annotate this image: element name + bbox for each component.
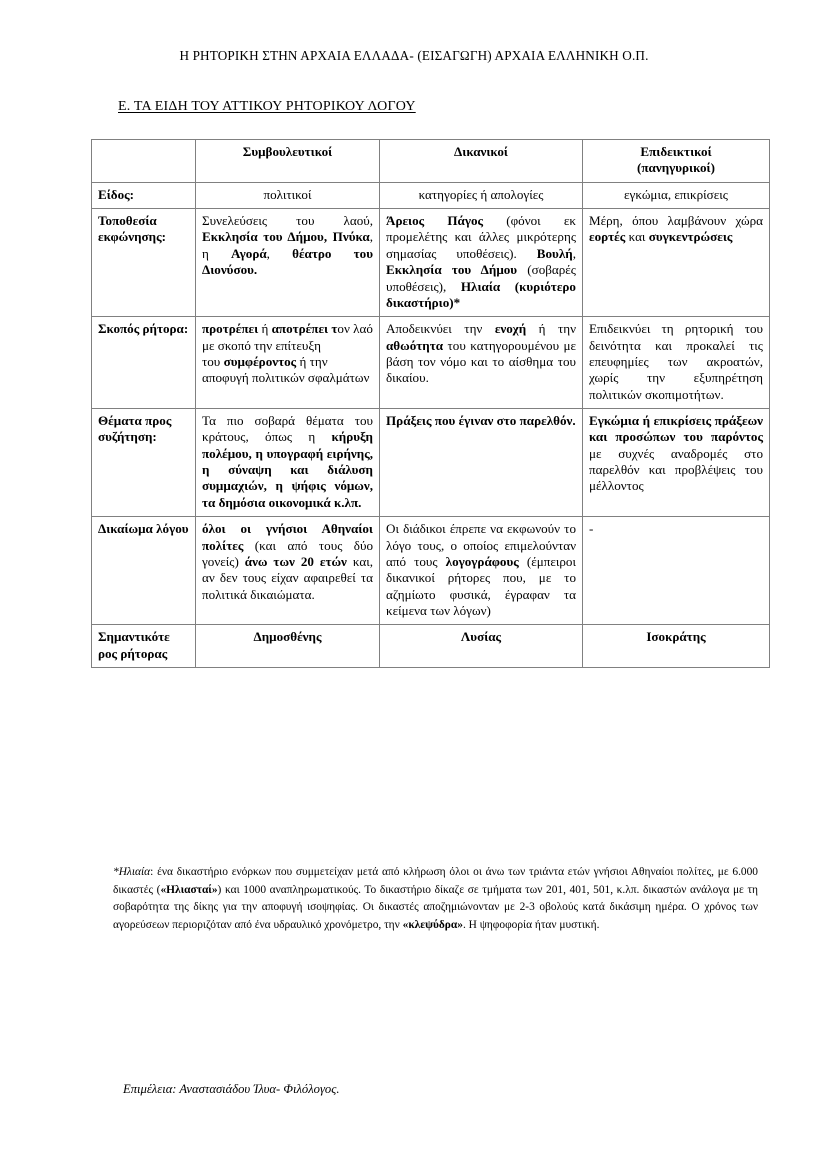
section-heading: Ε. ΤΑ ΕΙΔΗ ΤΟΥ ΑΤΤΙΚΟΥ ΡΗΤΟΡΙΚΟΥ ΛΟΓΟΥ xyxy=(118,99,416,114)
cell-dikaioma-dikanikoi: Οι διάδικοι έπρεπε να εκφωνούν το λόγο τους, ο οποίος επιμελούνταν από τους λογογράφους (έμπειροι δικανικοί ρήτορες που, με το αζημίωτο φυσικά, έγραφαν τα κείμενα των λόγων) xyxy=(380,517,583,625)
footnote-iliaia: *Ηλιαία: ένα δικαστήριο ενόρκων που συμμετείχαν μετά από κλήρωση όλοι οι άνω των τριάντα ετών γνήσιοι Αθηναίοι πολίτες, με 6.000 δικαστές («Ηλιασταί») και 1000 αναπληρωματικούς. Το δικαστήριο δίκαζε σε τμήματα των 201, 401, 501, κ.λπ. δικαστών ανάλογα με τη σοβαρότητα της δίκης για την αποφυγή ισοψηφίας. Οι δικαστές αποζημιώνονταν με 2-3 οβολούς κατά δικάσιμη ημέρα. Ο χρόνος των αγορεύσεων περιοριζόταν από ένα υδραυλικό χρονόμετρο, την «κλεψύδρα». Η ψηφοφορία ήταν μυστική. xyxy=(113,866,758,932)
table-row xyxy=(92,409,770,517)
cell-themata-symvouleftikoi: Τα πιο σοβαρά θέματα του κράτους, όπως η κήρυξη πολέμου, η υπογραφή ειρήνης, η σύναψη και διάλυση συμμαχιών, η ψήφις νόμων, τα δημόσια οικονομικά κ.λπ. xyxy=(196,409,380,517)
table-header-symvouleftikoi: Συμβουλευτικοί xyxy=(196,140,380,183)
document-title: Η ΡΗΤΟΡΙΚΗ ΣΤΗΝ ΑΡΧΑΙΑ ΕΛΛΑΔΑ- (ΕΙΣΑΓΩΓΗ) ΑΡΧΑΙΑ ΕΛΛΗΝΙΚΗ Ο.Π. xyxy=(179,48,649,63)
table-row xyxy=(92,182,770,208)
row-label-simantikoteros: Σημαντικότε ρος ρήτορας xyxy=(92,625,196,668)
cell-themata-dikanikoi: Πράξεις που έγιναν στο παρελθόν. xyxy=(380,409,583,517)
row-label-dikaioma: Δικαίωμα λόγου xyxy=(92,517,196,625)
cell-topothesia-dikanikoi: Άρειος Πάγος (φόνοι εκ προμελέτης και άλλες μικρότερης σημασίας υποθέσεις). Βουλή, Εκκλησία του Δήμου (σοβαρές υποθέσεις), Ηλιαία (κυριότερο δικαστήριο)* xyxy=(380,209,583,317)
row-label-topothesia: Τοποθεσία εκφώνησης: xyxy=(92,209,196,317)
cell-skopos-symvouleftikoi: προτρέπει ή αποτρέπει τον λαό με σκοπό την επίτευξη του συμφέροντος ή την αποφυγή πολιτικών σφαλμάτων xyxy=(196,317,380,409)
cell-topothesia-epideiktikoi: Μέρη, όπου λαμβάνουν χώρα εορτές και συγκεντρώσεις xyxy=(583,209,770,317)
table-row xyxy=(92,209,770,317)
cell-eidos-symvouleftikoi: πολιτικοί xyxy=(196,182,380,208)
table-row xyxy=(92,625,770,668)
table-corner-cell xyxy=(92,140,196,183)
cell-skopos-dikanikoi: Αποδεικνύει την ενοχή ή την αθωότητα του κατηγορουμένου με βάση τον νόμο και το αίσθημα του δικαίου. xyxy=(380,317,583,409)
cell-eidos-epideiktikoi: εγκώμια, επικρίσεις xyxy=(583,182,770,208)
cell-skopos-epideiktikoi: Επιδεικνύει τη ρητορική του δεινότητα και προκαλεί τις επευφημίες των ακροατών, χωρίς την εξυπηρέτηση πολιτικών σκοπιμοτήτων. xyxy=(583,317,770,409)
cell-simantikoteros-symvouleftikoi: Δημοσθένης xyxy=(196,625,380,668)
row-label-eidos: Είδος: xyxy=(92,182,196,208)
row-label-skopos: Σκοπός ρήτορα: xyxy=(92,317,196,409)
table-header-epideiktikoi-line2: (πανηγυρικοί) xyxy=(637,160,715,176)
table-header-epideiktikoi xyxy=(583,140,770,183)
table-row xyxy=(92,317,770,409)
table-header-row xyxy=(92,140,770,183)
table-header-epideiktikoi-line1: Επιδεικτικοί xyxy=(640,144,712,159)
cell-themata-epideiktikoi: Εγκώμια ή επικρίσεις πράξεων και προσώπων του παρόντος με συχνές αναδρομές στο παρελθόν και προβλέψεις του μέλλοντος xyxy=(583,409,770,517)
table-row xyxy=(92,517,770,625)
row-label-themata: Θέματα προς συζήτηση: xyxy=(92,409,196,517)
table-header-dikanikoi: Δικανικοί xyxy=(380,140,583,183)
rhetoric-types-table xyxy=(91,139,770,668)
cell-topothesia-symvouleftikoi: Συνελεύσεις του λαού, Εκκλησία του Δήμου, Πνύκα, η Αγορά, θέατρο του Διονύσου. xyxy=(196,209,380,317)
rhetoric-types-table-wrapper xyxy=(91,139,769,668)
author-credit: Επιμέλεια: Αναστασιάδου Ίλυα- Φιλόλογος. xyxy=(123,1082,340,1096)
cell-simantikoteros-dikanikoi: Λυσίας xyxy=(380,625,583,668)
cell-dikaioma-symvouleftikoi: όλοι οι γνήσιοι Αθηναίοι πολίτες (και από τους δύο γονείς) άνω των 20 ετών και, αν δεν τους είχαν αφαιρεθεί τα πολιτικά δικαιώματα. xyxy=(196,517,380,625)
cell-eidos-dikanikoi: κατηγορίες ή απολογίες xyxy=(380,182,583,208)
cell-dikaioma-epideiktikoi: - xyxy=(583,517,770,625)
cell-simantikoteros-epideiktikoi: Ισοκράτης xyxy=(583,625,770,668)
